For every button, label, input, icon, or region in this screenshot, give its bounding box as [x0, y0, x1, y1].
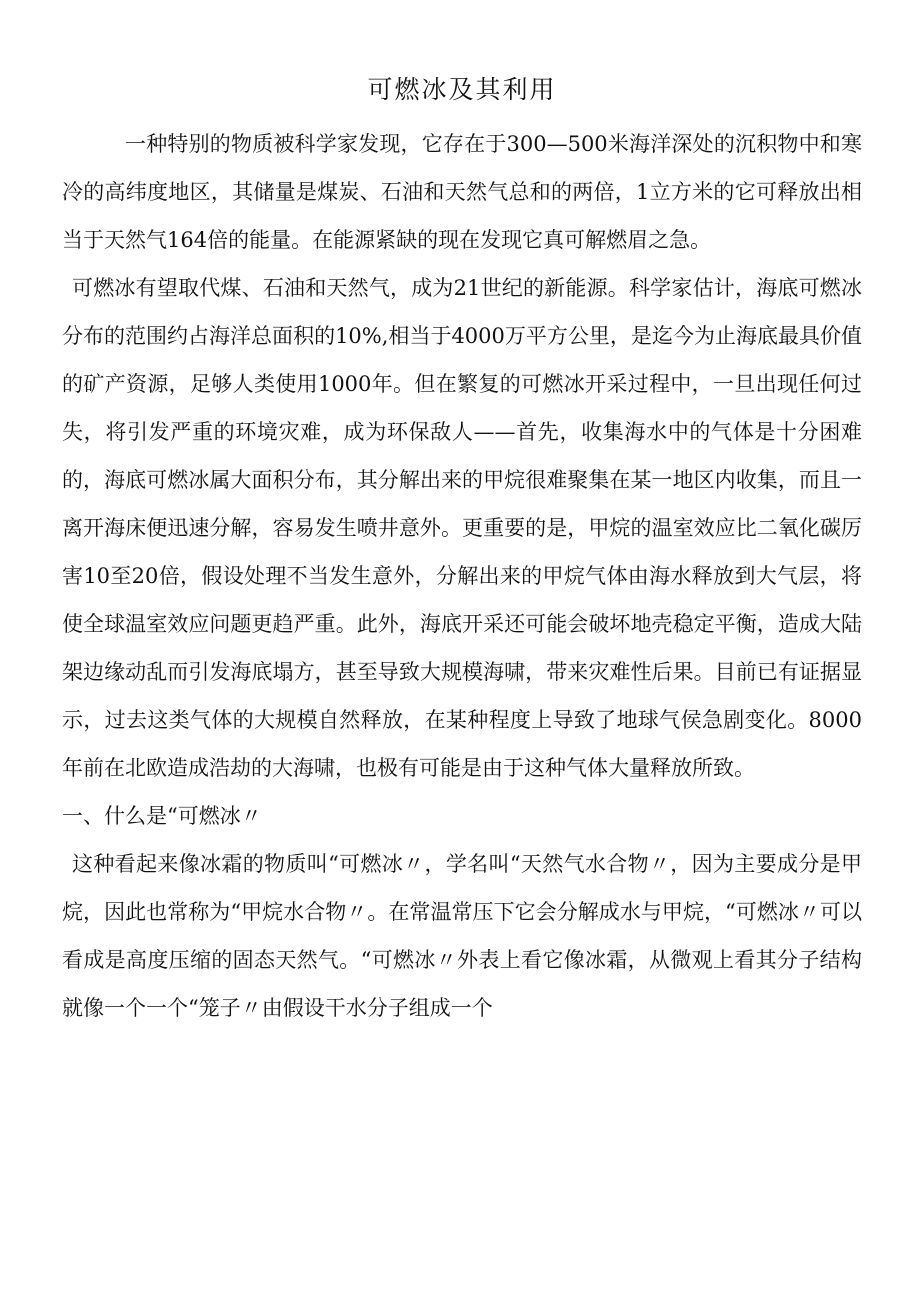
- page-title: 可燃冰及其利用: [367, 75, 557, 104]
- intro-paragraph: 一种特别的物质被科学家发现，它存在于300—500米海洋深处的沉积物中和寒冷的高纬度地区，其储量是煤炭、石油和天然气总和的两倍，1立方米的它可释放出相当于天然气164倍的能量。在能源紧缺的现在发现它真可解燃眉之急。: [62, 132, 862, 252]
- body-paragraph: 可燃冰有望取代煤、石油和天然气，成为21世纪的新能源。科学家估计，海底可燃冰分布的范围约占海洋总面积的10%,相当于4000万平方公里，是迄今为止海底最具价值的矿产资源，足够人类使用1000年。但在繁复的可燃冰开采过程中，一旦出现任何过失，将引发严重的环境灾难，成为环保敌人——首先，收集海水中的气体是十分困难的，海底可燃冰属大面积分布，其分解出来的甲烷很难聚集在某一地区内收集，而且一离开海床便迅速分解，容易发生喷井意外。更重要的是，甲烷的温室效应比二氧化碳厉害10至20倍，假设处理不当发生意外，分解出来的甲烷气体由海水释放到大气层，将使全球温室效应问题更趋严重。此外，海底开采还可能会破坏地壳稳定平衡，造成大陆架边缘动乱而引发海底塌方，甚至导致大规模海啸，带来灾难性后果。目前已有证据显示，过去这类气体的大规模自然释放，在某种程度上导致了地球气侯急剧变化。8000年前在北欧造成浩劫的大海啸，也极有可能是由于这种气体大量释放所致。: [62, 276, 862, 780]
- section-paragraph: 这种看起来像冰霜的物质叫“可燃冰〃，学名叫“天然气水合物〃，因为主要成分是甲烷，因此也常称为“甲烷水合物〃。在常温常压下它会分解成水与甲烷，“可燃冰〃可以看成是高度压缩的固态天然气。“可燃冰〃外表上看它像冰霜，从微观上看其分子结构就像一个一个“笼子〃由假设干水分子组成一个: [62, 852, 862, 1020]
- document-page: [62, 60, 862, 1032]
- section-heading: 一、什么是“可燃冰〃: [62, 804, 262, 828]
